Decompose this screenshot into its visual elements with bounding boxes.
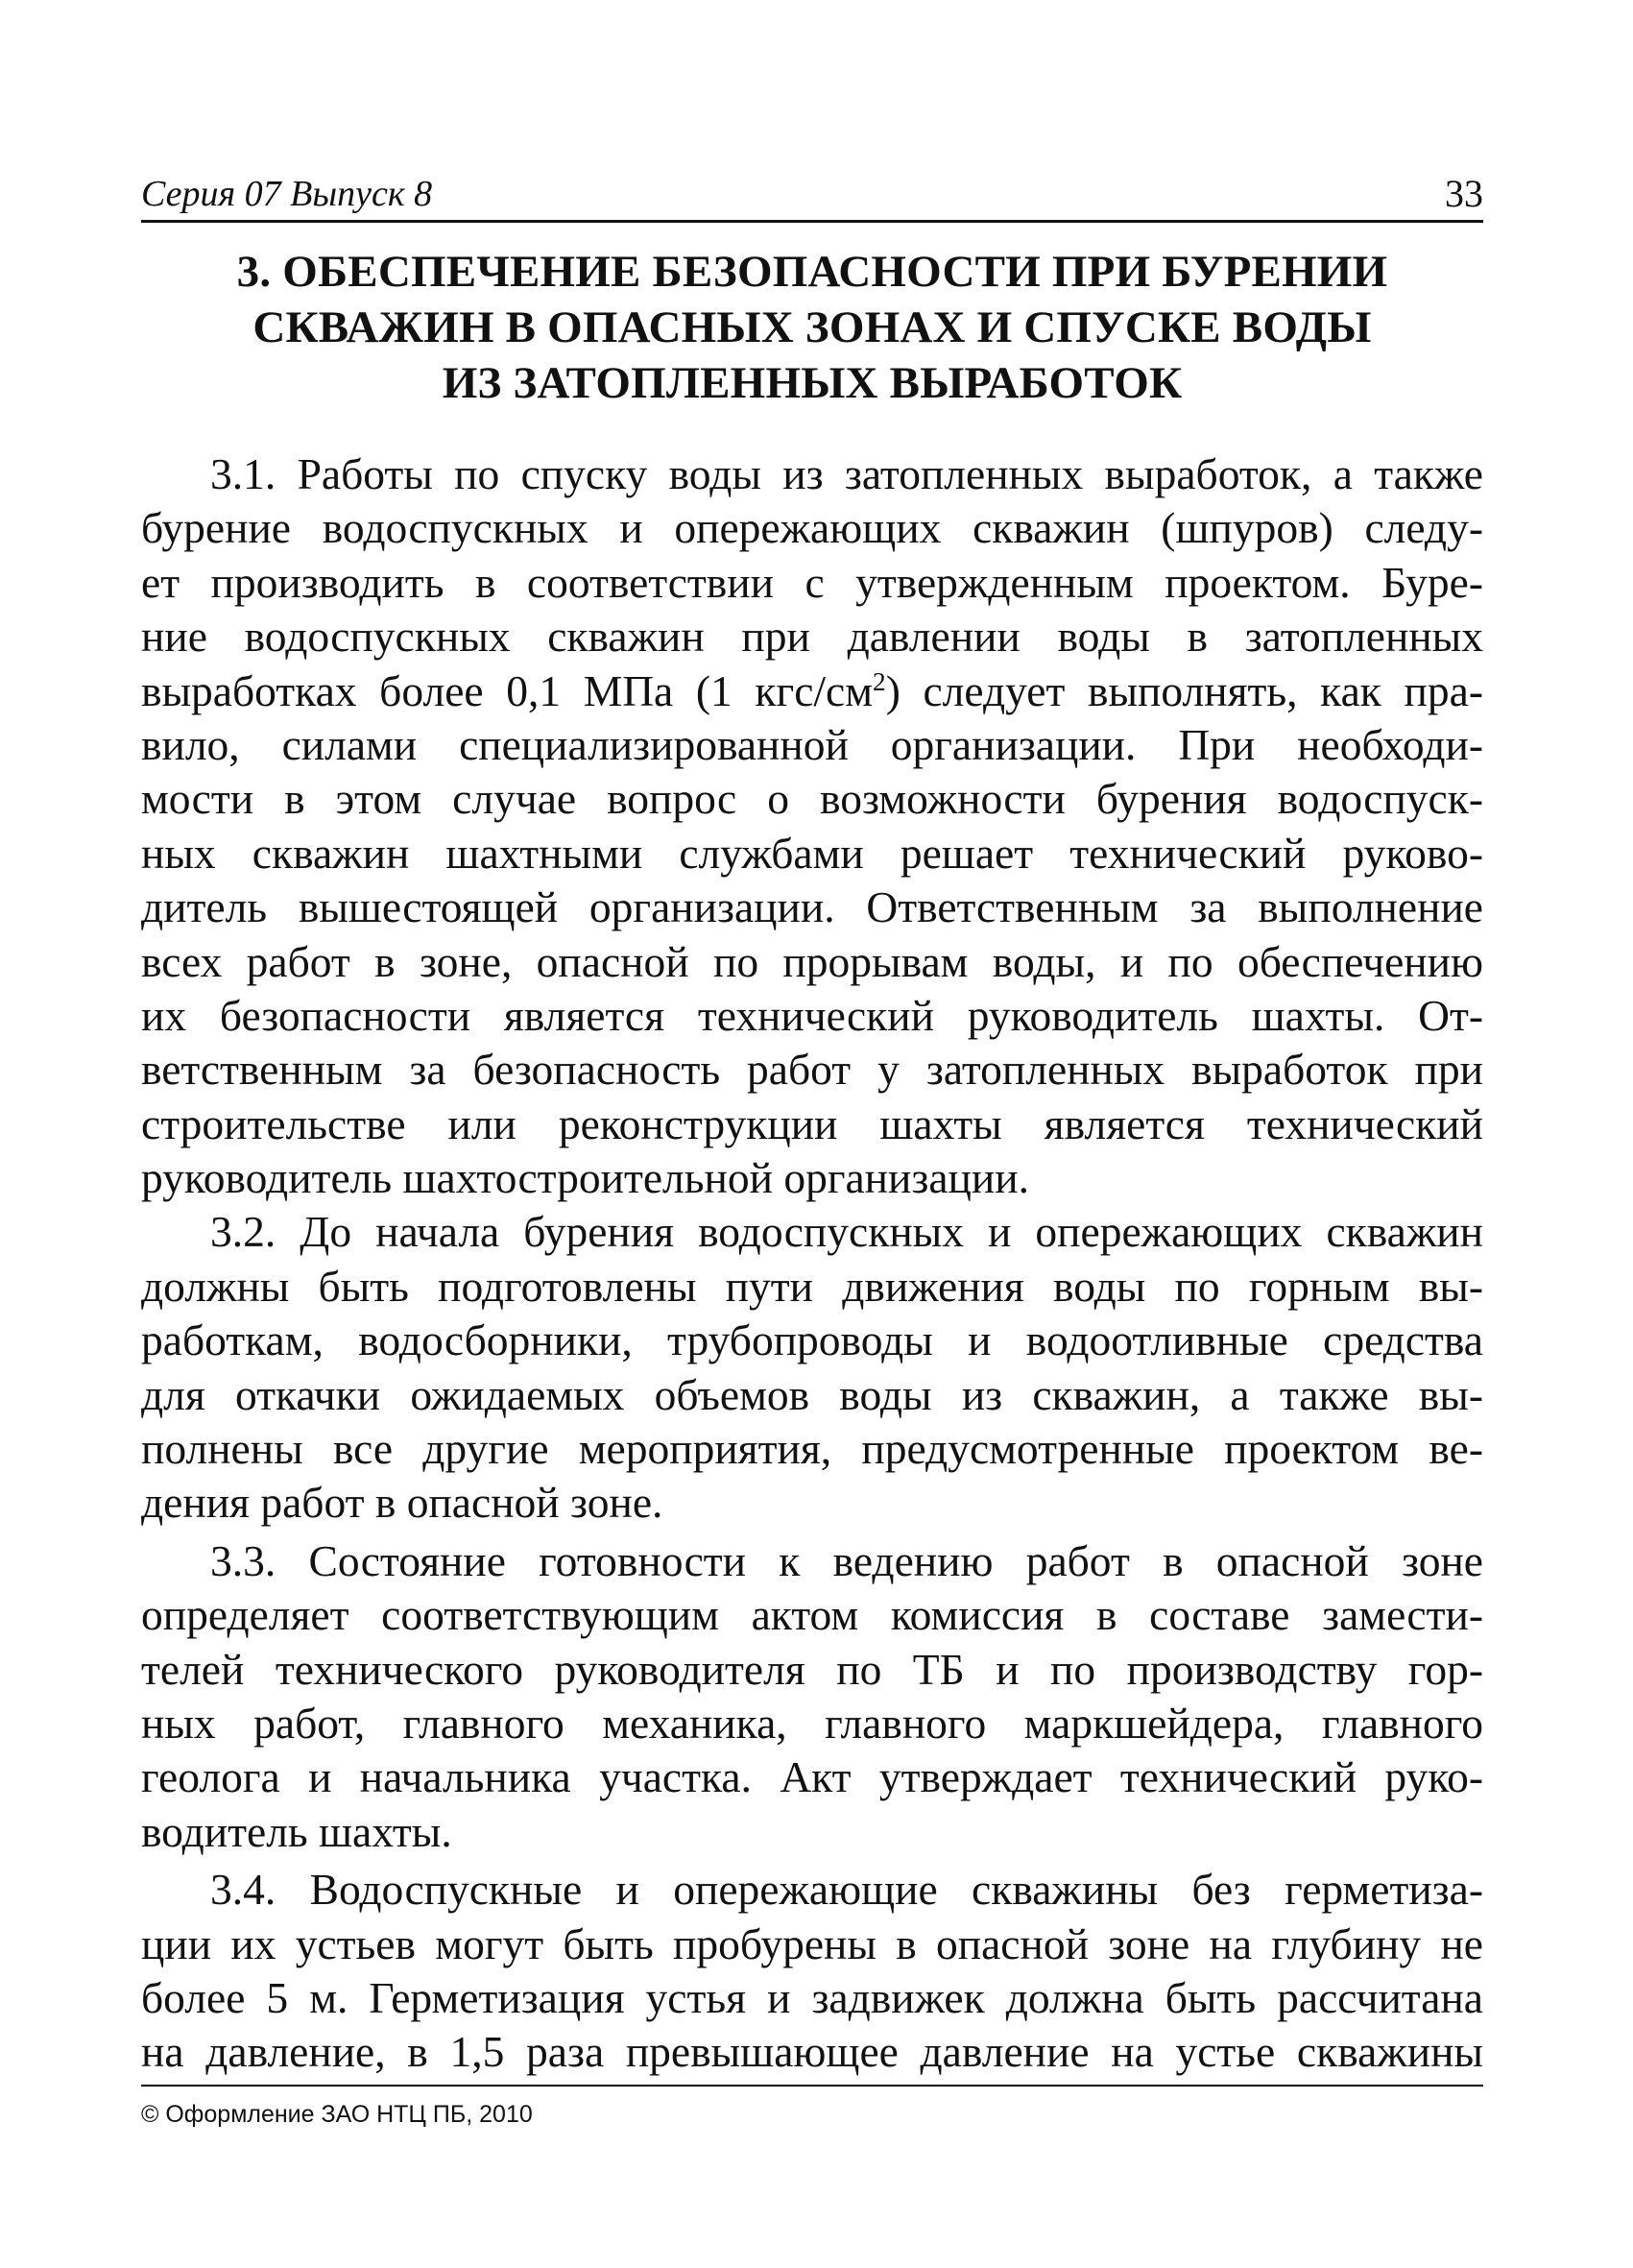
paragraph-3-1: [141, 447, 1483, 1205]
superscript: 2: [873, 666, 886, 696]
section-title-line: СКВАЖИН В ОПАСНЫХ ЗОНАХ И СПУСКЕ ВОДЫ: [252, 302, 1372, 352]
section-title: [141, 244, 1483, 411]
text-line: ветственным за безопасность работ у затопленных выработок при: [141, 1045, 1483, 1095]
text-line: более 5 м. Герметизация устья и задвижек должна быть рассчитана: [141, 1972, 1483, 2022]
text-line: дения работ в опасной зоне.: [141, 1478, 663, 1528]
text-line: геолога и начальника участка. Акт утверждает технический руко-: [141, 1752, 1483, 1802]
paragraph-3-4: [141, 1863, 1483, 2080]
text-line: ет производить в соответствии с утвержденным проектом. Буре-: [141, 557, 1483, 607]
body-text: [141, 447, 1483, 2080]
text-line: мости в этом случае вопрос о возможности бурения водоспуск-: [141, 774, 1483, 824]
text-line-with-superscript: [141, 664, 1483, 718]
copyright-footer: © Оформление ЗАО НТЦ ПБ, 2010: [141, 2101, 533, 2128]
text-fragment: ) следует выполнять, как пра-: [885, 665, 1483, 715]
text-line: дитель вышестоящей организации. Ответственным за выполнение: [141, 882, 1483, 932]
paragraph-3-2: [141, 1205, 1483, 1530]
text-line: всех работ в зоне, опасной по прорывам воды, и по обеспечению: [141, 936, 1483, 986]
text-line: 3.1. Работы по спуску воды из затопленных выработок, а также: [210, 449, 1483, 498]
text-line: 3.2. До начала бурения водоспускных и опережающих скважин: [210, 1207, 1483, 1257]
text-line: их безопасности является технический руководитель шахты. От-: [141, 990, 1483, 1040]
running-header: [141, 173, 1483, 221]
text-line: бурение водоспускных и опережающих скважин (шпуров) следу-: [141, 503, 1483, 553]
footer-rule: [141, 2085, 1483, 2087]
text-line: 3.3. Состояние готовности к ведению работ в опасной зоне: [210, 1535, 1483, 1585]
text-line: руководитель шахтостроительной организации.: [141, 1153, 1029, 1203]
text-line: работкам, водосборники, трубопроводы и водоотливные средства: [141, 1315, 1483, 1365]
text-line: ции их устьев могут быть пробурены в опасной зоне на глубину не: [141, 1918, 1483, 1968]
text-line: вило, силами специализированной организации. При необходи-: [141, 719, 1483, 769]
text-line: для откачки ожидаемых объемов воды из скважин, а также вы-: [141, 1369, 1483, 1419]
text-line: ных скважин шахтными службами решает технический руково-: [141, 828, 1483, 878]
text-line: телей технического руководителя по ТБ и по производству гор-: [141, 1644, 1483, 1694]
text-line: строительстве или реконструкции шахты является технический: [141, 1098, 1483, 1148]
section-title-line: ИЗ ЗАТОПЛЕННЫХ ВЫРАБОТОК: [442, 358, 1183, 408]
text-line: на давление, в 1,5 раза превышающее давление на устье скважины: [141, 2027, 1483, 2077]
text-line: водитель шахты.: [141, 1806, 452, 1856]
page-number: 33: [1445, 172, 1483, 215]
text-line: 3.4. Водоспускные и опережающие скважины без герметиза-: [210, 1865, 1483, 1915]
section-title-line: 3. ОБЕСПЕЧЕНИЕ БЕЗОПАСНОСТИ ПРИ БУРЕНИИ: [236, 247, 1388, 297]
text-line: должны быть подготовлены пути движения воды по горным вы-: [141, 1261, 1483, 1311]
text-fragment: выработках более 0,1 МПа (1 кгс/см: [141, 665, 874, 715]
header-rule: [141, 220, 1483, 223]
text-line: ных работ, главного механика, главного маркшейдера, главного: [141, 1698, 1483, 1748]
text-line: полнены все другие мероприятия, предусмотренные проектом ве-: [141, 1424, 1483, 1474]
text-line: определяет соответствующим актом комиссия в составе замести-: [141, 1590, 1483, 1640]
series-label: Серия 07 Выпуск 8: [141, 174, 433, 214]
text-line: ние водоспускных скважин при давлении воды в затопленных: [141, 612, 1483, 662]
paragraph-3-3: [141, 1534, 1483, 1859]
